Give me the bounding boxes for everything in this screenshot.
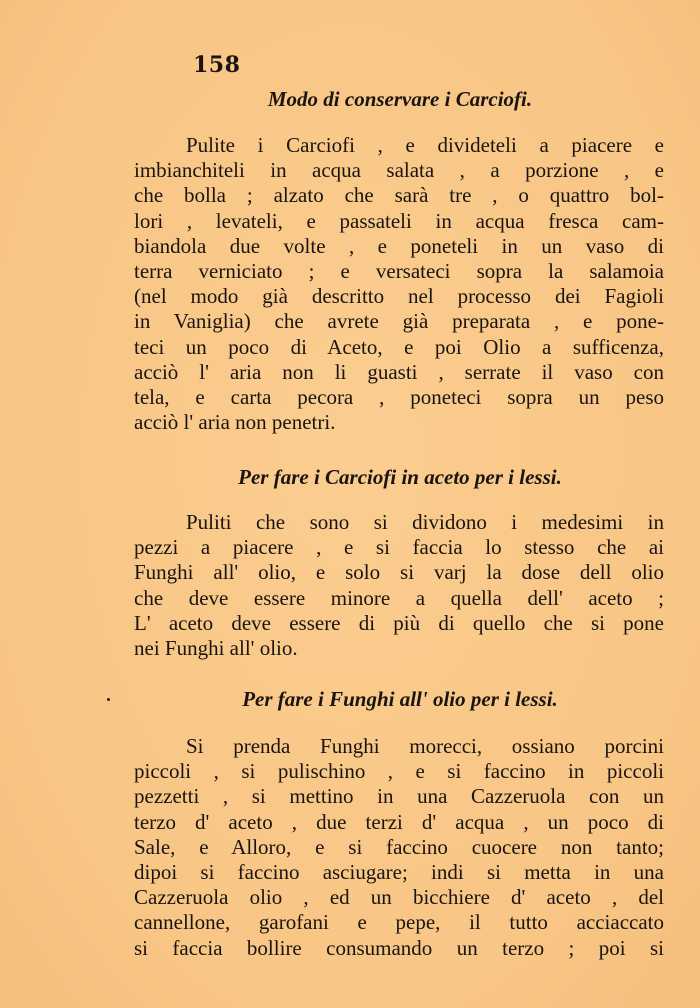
text-line: teci un poco di Aceto, e poi Olio a sufficenza,: [134, 334, 664, 359]
section-title: Modo di conservare i Carciofi.: [267, 87, 533, 111]
text-line: lori , levateli, e passateli in acqua fresca cam-: [134, 208, 664, 233]
text-line: pezzi a piacere , e si faccia lo stesso che ai: [134, 535, 664, 560]
text-line: acciò l' aria non penetri.: [134, 410, 336, 435]
text-line: acciò l' aria non li guasti , serrate il vaso con: [134, 359, 664, 384]
text-line: Cazzeruola olio , ed un bicchiere d' aceto , del: [134, 885, 664, 910]
text-line: che deve essere minore a quella dell' aceto ;: [134, 585, 664, 610]
text-line: si faccia bollire consumando un terzo ; poi si: [134, 935, 664, 960]
text-line: biandola due volte , e poneteli in un vaso di: [134, 233, 664, 258]
text-line: Si prenda Funghi morecci, ossiano porcini: [186, 734, 664, 758]
section-title: Per fare i Carciofi in aceto per i lessi.: [238, 465, 562, 489]
text-line: nei Funghi all' olio.: [134, 635, 298, 660]
text-line: tela, e carta pecora , poneteci sopra un peso: [134, 384, 664, 409]
text-line: Pulite i Carciofi , e divideteli a piacere e: [186, 133, 664, 157]
text-line: terra verniciato ; e versateci sopra la salamoia: [134, 258, 664, 283]
text-line: piccoli , si pulischino , e si faccino in piccoli: [134, 759, 664, 784]
page-number: 158: [193, 52, 241, 78]
text-line: (nel modo già descritto nel processo dei Fagioli: [134, 284, 664, 309]
text-line: dipoi si faccino asciugare; indi si metta in una: [134, 859, 664, 884]
text-line: che bolla ; alzato che sarà tre , o quattro bol-: [134, 183, 664, 208]
section-body: [134, 510, 664, 661]
text-line: terzo d' aceto , due terzi d' acqua , un poco di: [134, 809, 664, 834]
text-line: in Vaniglia) che avrete già preparata , e pone-: [134, 309, 664, 334]
text-line: L' aceto deve essere di più di quello che si pone: [134, 610, 664, 635]
section-body: [134, 133, 664, 435]
section-title: Per fare i Funghi all' olio per i lessi.: [242, 687, 558, 711]
text-line: Funghi all' olio, e solo si varj la dose dell olio: [134, 560, 664, 585]
text-line: Sale, e Alloro, e si faccino cuocere non tanto;: [134, 834, 664, 859]
text-line: pezzetti , si mettino in una Cazzeruola con un: [134, 784, 664, 809]
text-line: imbianchiteli in acqua salata , a porzione , e: [134, 158, 664, 183]
text-line: Puliti che sono si dividono i medesimi in: [186, 510, 664, 534]
margin-dot: [107, 698, 110, 701]
section-body: [134, 734, 664, 961]
text-line: cannellone, garofani e pepe, il tutto acciaccato: [134, 910, 664, 935]
